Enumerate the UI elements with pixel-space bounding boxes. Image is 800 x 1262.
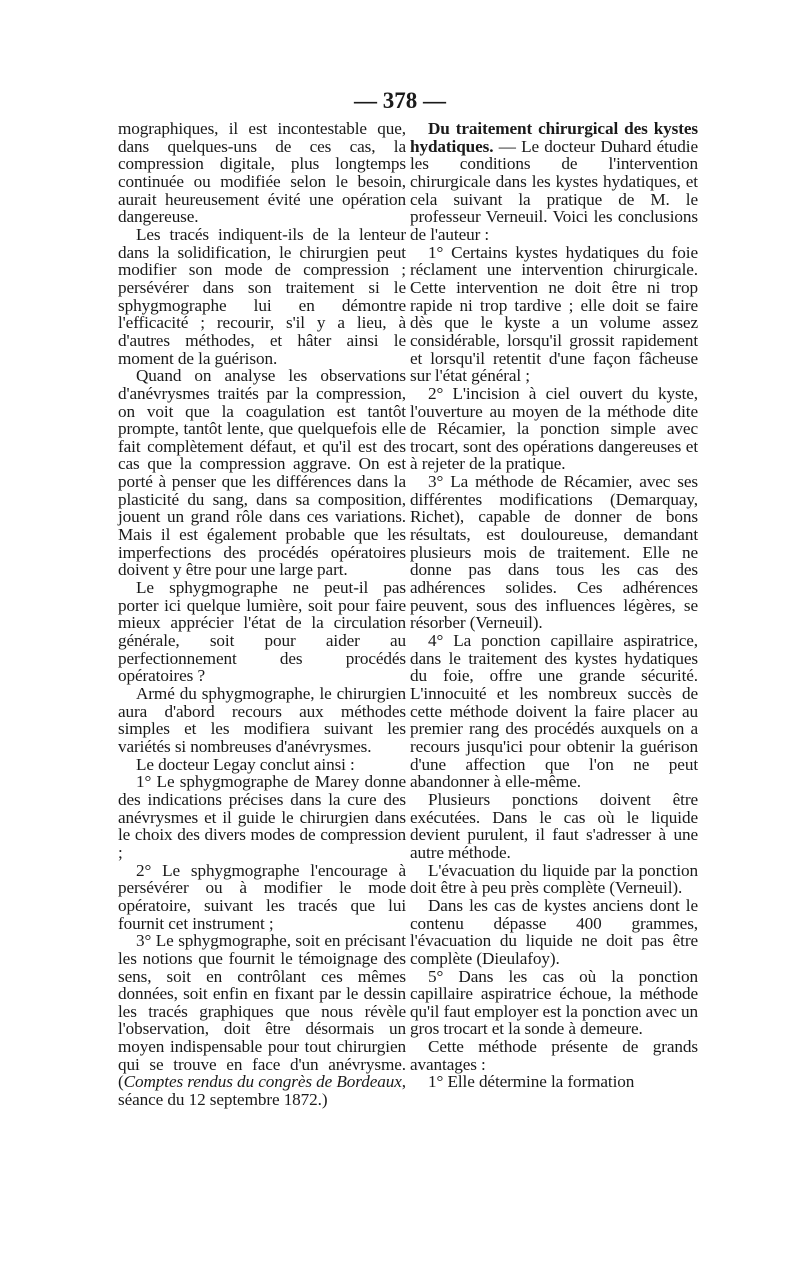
paragraph: Dans les cas de kystes anciens dont le contenu dépasse 400 grammes, l'évacuation du liquide ne doit pas être complète (Dieulafoy). — [410, 895, 698, 968]
paragraph: mographiques, il est incontestable que, dans quelques-uns de ces cas, la compression digitale, plus longtemps continuée ou modifiée selon le besoin, aurait heureusement évité une opération dangereuse. — [118, 119, 406, 227]
paragraph: Le docteur Legay conclut ainsi : — [136, 754, 355, 774]
paragraph: 1° Elle détermine la formation — [428, 1072, 635, 1092]
paragraph: Quand on analyse les observations d'anévrysmes traités par la compression, on voit que la coagulation est tantôt prompte, tantôt lente, que quelquefois elle fait complètement défaut, et qu'il est des cas que la compression aggrave. On est porté à penser que les différences dans la plasticité du sang, dans sa composition, jouent un grand rôle dans ces variations. Mais il est également probable que les imperfections des procédés opératoires doivent y être pour une large part. — [118, 366, 406, 580]
paragraph-text: 3° Le sphygmographe, soit en précisant les notions que fournit le témoignage des sens, soit en contrôlant ces mêmes données, soit enfin en fixant par le dessin les tracés graphiques que nous révèle l'observation, doit être désormais un moyen indispensable pour tout chirurgien qui se trouve en face d'un anévrysme. — [118, 931, 406, 1074]
paragraph: Le sphygmographe ne peut-il pas porter ici quelque lumière, soit pour faire mieux apprécier l'état de la circulation générale, soit pour aider au perfectionnement des procédés opératoires ? — [118, 578, 406, 686]
section-heading: Du traitement chirurgical des kystes hydatiques. — [410, 119, 698, 156]
paragraph: 1° Le sphygmographe de Marey donne des indications précises dans la cure des anévrysmes et il guide le chirurgien dans le choix des divers modes de compression ; — [118, 772, 406, 862]
paragraph: Plusieurs ponctions doivent être exécutées. Dans le cas où le liquide devient purulent, il faut s'adresser à une autre méthode. — [410, 789, 698, 862]
right-column — [410, 120, 698, 1091]
paragraph: 1° Certains kystes hydatiques du foie réclament une intervention chirurgicale. Cette intervention ne doit être ni trop rapide ni trop tardive ; elle doit se faire dès que le kyste a un volume assez considérable, lorsqu'il grossit rapidement et lorsqu'il retentit d'une façon fâcheuse sur l'état général ; — [410, 242, 698, 386]
paragraph: 5° Dans les cas où la ponction capillaire aspiratrice échoue, la méthode qu'il faut employer est la ponction avec un gros trocart et la sonde à demeure. — [410, 966, 698, 1039]
citation-date: , séance du 12 septembre 1872.) — [118, 1072, 406, 1110]
paragraph: Armé du sphygmographe, le chirurgien aura d'abord recours aux méthodes simples et les modifiera suivant les variétés si nombreuses d'anévrysmes. — [118, 684, 406, 756]
paragraph: 2° L'incision à ciel ouvert du kyste, l'ouverture au moyen de la méthode dite de Récamier, la ponction simple avec trocart, sont des opérations dangereuses et à rejeter de la pratique. — [410, 383, 698, 474]
paragraph: Les tracés indiquent-ils de la lenteur dans la solidification, le chirurgien peut modifier son mode de compression ; persévérer dans son traitement si le sphygmographe lui en démontre l'efficacité ; recourir, s'il y a lieu, à d'autres méthodes, et hâter ainsi le moment de la guérison. — [118, 224, 406, 368]
section-intro — [410, 120, 698, 244]
intro-text: — Le docteur Duhard étudie les conditions de l'intervention chirurgicale dans les kystes hydatiques, et cela suivant la pratique de M. le professeur Verneuil. Voici les conclusions de l'auteur : — [410, 136, 698, 244]
paragraph — [118, 932, 406, 1109]
citation-open: ( — [118, 1072, 124, 1092]
paragraph: L'évacuation du liquide par la ponction doit être à peu près complète (Verneuil). — [410, 860, 698, 898]
paragraph: Cette méthode présente de grands avantages : — [410, 1037, 698, 1074]
citation-source: Comptes rendus du congrès de Bordeaux — [123, 1072, 402, 1092]
paragraph: 4° La ponction capillaire aspiratrice, dans le traitement des kystes hydatiques du foie, offre une grande sécurité. L'innocuité et les nombreux succès de cette méthode doivent la faire placer au premier rang des procédés auxquels on a recours jusqu'ici pour obtenir la guérison d'une affection que l'on ne peut abandonner à elle-même. — [410, 631, 698, 792]
page-number: — 378 — — [354, 88, 446, 113]
left-column — [118, 120, 406, 1109]
paragraph: 2° Le sphygmographe l'encourage à persévérer ou à modifier le mode opératoire, suivant les tracés que lui fournit cet instrument ; — [118, 860, 406, 933]
paragraph: 3° La méthode de Récamier, avec ses différentes modifications (Demarquay, Richet), capable de donner de bons résultats, est douloureuse, demandant plusieurs mois de traitement. Elle ne donne pas dans tous les cas des adhérences solides. Ces adhérences peuvent, sous des influences légères, se résorber (Verneuil). — [410, 472, 698, 633]
